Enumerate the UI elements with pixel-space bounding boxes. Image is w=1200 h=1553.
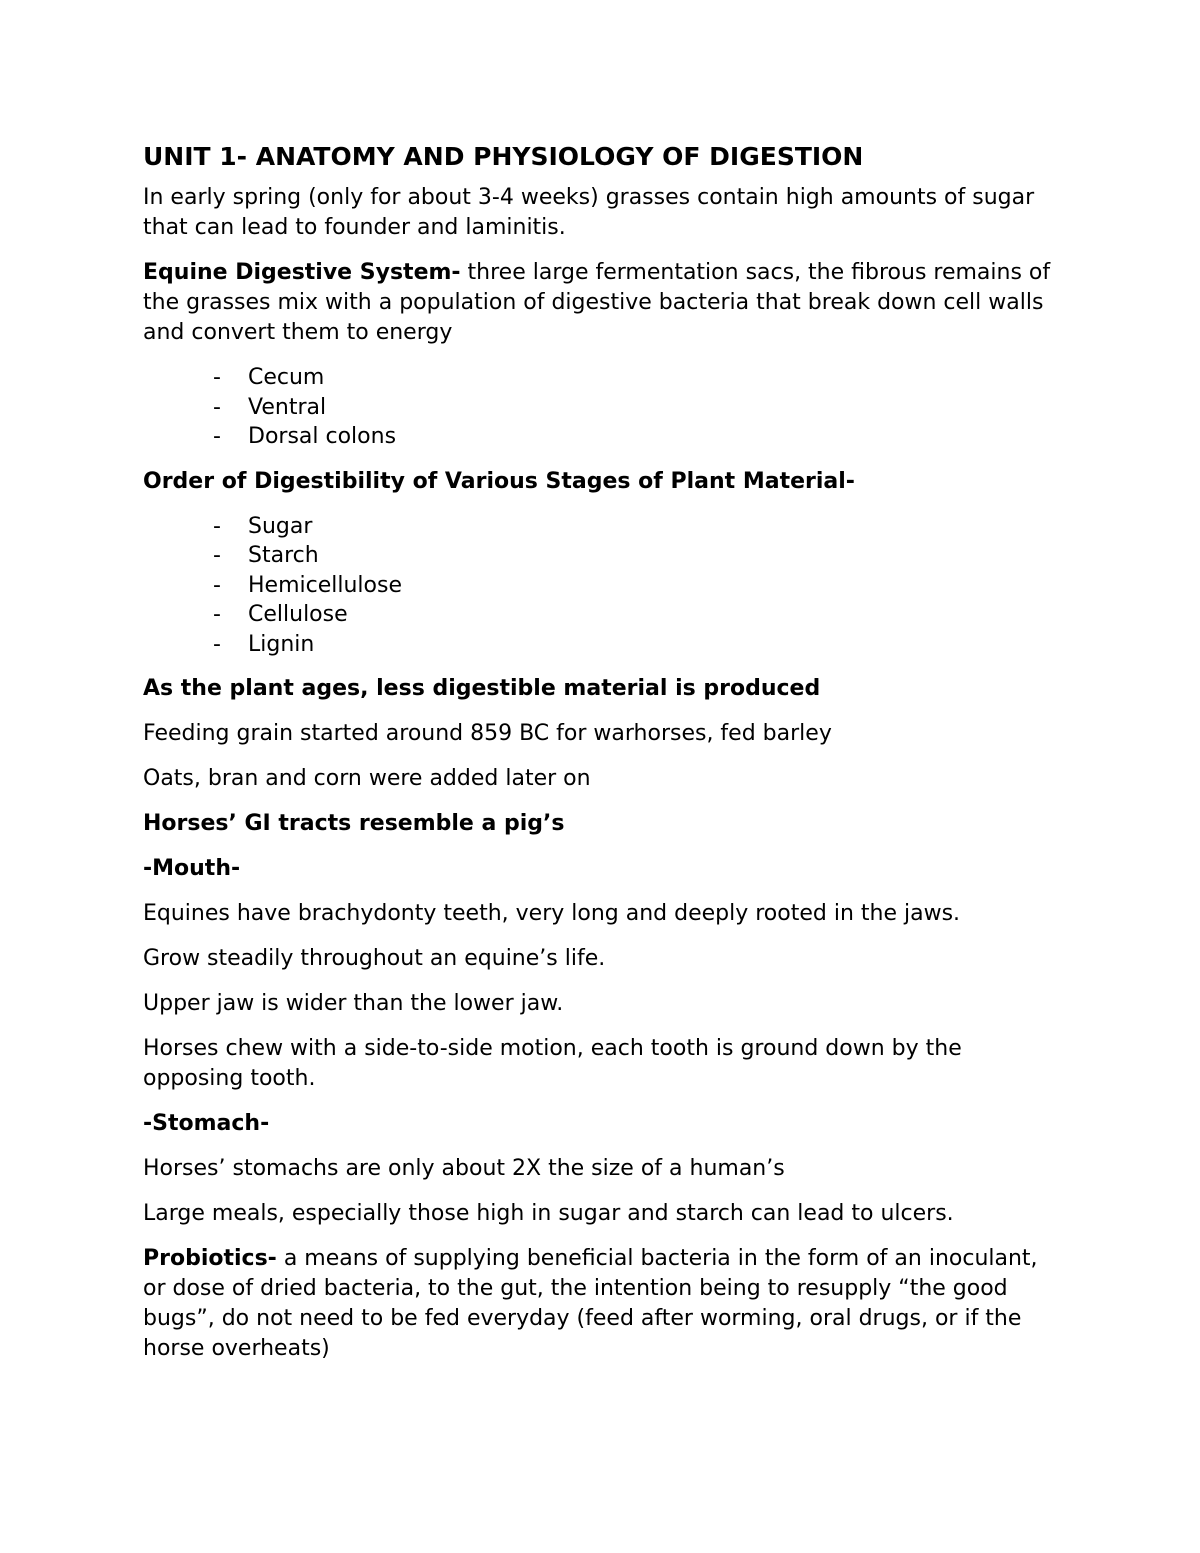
plant-ages-heading: As the plant ages, less digestible material is produced xyxy=(143,676,821,701)
list-item: - Sugar xyxy=(143,512,1063,542)
list-item: - Ventral xyxy=(143,393,1063,423)
list-item: - Starch xyxy=(143,541,1063,571)
feeding-grain-paragraph: Feeding grain started around 859 BC for warhorses, fed barley xyxy=(143,721,832,746)
stomach-heading: -Stomach- xyxy=(143,1111,270,1136)
dash-bullet: - xyxy=(213,394,221,420)
list-item: - Cecum xyxy=(143,363,1063,393)
dash-bullet: - xyxy=(213,602,221,627)
mouth-paragraph-teeth: Equines have brachydonty teeth, very long and deeply rooted in the jaws. xyxy=(143,901,961,926)
list-item: - Hemicellulose xyxy=(143,571,1063,601)
equine-digestive-paragraph xyxy=(143,258,1063,348)
digestibility-list xyxy=(143,512,1063,660)
stomach-paragraph-size: Horses’ stomachs are only about 2X the size of a human’s xyxy=(143,1156,785,1181)
page-title: UNIT 1- ANATOMY AND PHYSIOLOGY OF DIGESTION xyxy=(143,142,864,171)
list-item: - Dorsal colons xyxy=(143,422,1063,452)
list-item: - Lignin xyxy=(143,630,1063,660)
equine-digestive-text: three large fermentation sacs, the fibrous remains of the grasses mix with a population of digestive bacteria that break down cell walls and convert them to energy xyxy=(143,260,1051,345)
document-page xyxy=(143,140,1063,1379)
probiotics-term: Probiotics- xyxy=(143,1246,277,1271)
stomach-paragraph-ulcers: Large meals, especially those high in sugar and starch can lead to ulcers. xyxy=(143,1201,954,1226)
mouth-paragraph-chew: Horses chew with a side-to-side motion, each tooth is ground down by the opposing tooth. xyxy=(143,1036,962,1091)
dash-bullet: - xyxy=(213,424,221,449)
gi-tracts-heading: Horses’ GI tracts resemble a pig’s xyxy=(143,811,565,836)
probiotics-text: a means of supplying beneficial bacteria in the form of an inoculant, or dose of dried bacteria, to the gut, the intention being to resupply “the good bugs”, do not need to be fed everyday (feed after worming, oral drugs, or if the horse overheats) xyxy=(143,1246,1038,1361)
dash-bullet: - xyxy=(213,631,221,657)
dash-bullet: - xyxy=(213,513,221,539)
dash-bullet: - xyxy=(213,572,221,598)
probiotics-paragraph xyxy=(143,1244,1063,1364)
digestibility-heading: Order of Digestibility of Various Stages of Plant Material- xyxy=(143,468,855,494)
dash-bullet: - xyxy=(213,543,221,568)
mouth-paragraph-jaw: Upper jaw is wider than the lower jaw. xyxy=(143,991,564,1016)
oats-paragraph: Oats, bran and corn were added later on xyxy=(143,766,591,791)
equine-digestive-term: Equine Digestive System- xyxy=(143,260,461,285)
intro-paragraph: In early spring (only for about 3-4 weeks) grasses contain high amounts of sugar that can lead to founder and laminitis. xyxy=(143,185,1035,240)
fermentation-sacs-list xyxy=(143,363,1063,452)
mouth-heading: -Mouth- xyxy=(143,856,241,881)
mouth-paragraph-growth: Grow steadily throughout an equine’s life. xyxy=(143,946,606,971)
list-item: - Cellulose xyxy=(143,600,1063,630)
dash-bullet: - xyxy=(213,365,221,390)
